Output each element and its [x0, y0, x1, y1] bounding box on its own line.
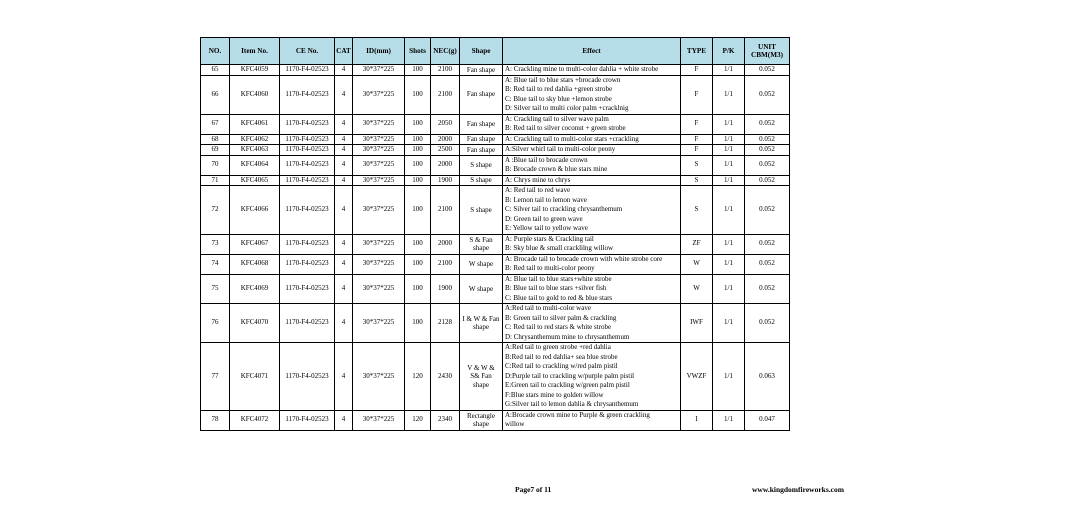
id-mm-cell: 30*37*225: [353, 234, 405, 254]
page-number: Page7 of 11: [515, 485, 552, 494]
shape-cell: [460, 155, 503, 175]
header-ce-no: CE No.: [280, 38, 335, 65]
ce-no-cell: 1170-F4-02523: [280, 304, 335, 343]
shape-line: W shape: [468, 259, 494, 268]
ce-no-cell: 1170-F4-02523: [280, 186, 335, 235]
nec-cell: 2000: [431, 234, 460, 254]
shots-cell: 100: [405, 274, 431, 304]
effect-cell: [503, 134, 681, 145]
id-mm-cell: 30*37*225: [353, 274, 405, 304]
row-no-cell: 76: [201, 304, 230, 343]
effect-line: B: Lemon tail to lemon wave: [505, 195, 587, 204]
ce-no-cell: 1170-F4-02523: [280, 155, 335, 175]
effect-cell: [503, 65, 681, 76]
cat-cell: 4: [335, 186, 353, 235]
pk-cell: 1/1: [713, 75, 745, 114]
unit-cbm-cell: 0.052: [745, 274, 790, 304]
item-no-cell: KFC4068: [230, 254, 280, 274]
effect-cell: [503, 75, 681, 114]
shots-cell: 120: [405, 343, 431, 411]
header-item-no: Item No.: [230, 38, 280, 65]
type-cell: I: [681, 410, 713, 430]
effect-line: G:Silver tail to lemon dahlia & chrysanthemum: [505, 400, 639, 408]
item-no-cell: KFC4059: [230, 65, 280, 76]
shape-line: Fan shape: [466, 145, 496, 154]
shape-cell: [460, 65, 503, 76]
id-mm-cell: 30*37*225: [353, 254, 405, 274]
unit-cbm-cell: 0.052: [745, 114, 790, 134]
effect-line: C: Red tail to red stars & white strobe: [505, 323, 612, 331]
header-no: NO.: [201, 38, 230, 65]
ce-no-cell: 1170-F4-02523: [280, 234, 335, 254]
table-row: [201, 134, 790, 145]
pk-cell: 1/1: [713, 234, 745, 254]
cat-cell: 4: [335, 254, 353, 274]
header-pk: P/K: [713, 38, 745, 65]
effect-line: B: Blue tail to blue stars +silver fish: [505, 284, 607, 292]
shape-line: V & W &: [467, 363, 495, 372]
shape-line: shape: [473, 420, 489, 428]
item-no-cell: KFC4067: [230, 234, 280, 254]
shape-cell: [460, 114, 503, 134]
ce-no-cell: 1170-F4-02523: [280, 145, 335, 156]
row-no-cell: 73: [201, 234, 230, 254]
table-row: [201, 410, 790, 430]
shots-cell: 100: [405, 145, 431, 156]
header-effect: Effect: [503, 38, 681, 65]
effect-cell: [503, 343, 681, 411]
cat-cell: 4: [335, 410, 353, 430]
id-mm-cell: 30*37*225: [353, 343, 405, 411]
effect-cell: [503, 175, 681, 186]
row-no-cell: 70: [201, 155, 230, 175]
shape-cell: [460, 274, 503, 304]
shape-cell: [460, 304, 503, 343]
item-no-cell: KFC4060: [230, 75, 280, 114]
type-cell: F: [681, 75, 713, 114]
row-no-cell: 68: [201, 134, 230, 145]
pk-cell: 1/1: [713, 186, 745, 235]
effect-line: A: Red tail to red wave: [505, 186, 571, 194]
nec-cell: 2340: [431, 410, 460, 430]
effect-line: A:Silver whirl tail to multi-color peony: [505, 145, 616, 153]
unit-cbm-cell: 0.052: [745, 234, 790, 254]
effect-line: C: Blue tail to gold to red & blue stars: [505, 293, 613, 302]
unit-cbm-cell: 0.052: [745, 75, 790, 114]
effect-line: willow: [505, 420, 525, 428]
ce-no-cell: 1170-F4-02523: [280, 410, 335, 430]
shape-line: shape: [473, 323, 489, 331]
pk-cell: 1/1: [713, 410, 745, 430]
id-mm-cell: 30*37*225: [353, 134, 405, 145]
pk-cell: 1/1: [713, 155, 745, 175]
shots-cell: 100: [405, 114, 431, 134]
shots-cell: 100: [405, 65, 431, 76]
type-cell: S: [681, 155, 713, 175]
header-id: ID(mm): [353, 38, 405, 65]
website-footer: www.kingdomfireworks.com: [752, 485, 844, 494]
effect-line: B: Green tail to silver palm & crackling: [505, 313, 617, 322]
effect-line: C: Silver tail to crackling chrysanthemum: [505, 205, 623, 213]
nec-cell: 2050: [431, 114, 460, 134]
nec-cell: 1900: [431, 274, 460, 304]
shots-cell: 100: [405, 186, 431, 235]
effect-cell: [503, 234, 681, 254]
effect-line: B:Red tail to red dahlia+ sea blue strobe: [505, 352, 618, 361]
shape-cell: [460, 343, 503, 411]
effect-line: A: Crackling tail to silver wave palm: [505, 114, 609, 123]
effect-cell: [503, 186, 681, 235]
effect-cell: [503, 304, 681, 343]
effect-line: E: Yellow tail to yellow wave: [505, 224, 588, 232]
effect-line: A:Brocade crown mine to Purple & green crackling: [505, 410, 650, 419]
cat-cell: 4: [335, 234, 353, 254]
cat-cell: 4: [335, 114, 353, 134]
shape-cell: [460, 410, 503, 430]
nec-cell: 2430: [431, 343, 460, 411]
pk-cell: 1/1: [713, 145, 745, 156]
table-header-row: [201, 38, 790, 65]
effect-line: D:Purple tail to crackling w/purple palm pistil: [505, 371, 635, 380]
effect-line: D: Silver tail to multi color palm +cracklnig: [505, 104, 629, 112]
shape-cell: [460, 145, 503, 156]
shape-cell: [460, 186, 503, 235]
effect-line: D: Green tail to green wave: [505, 214, 583, 223]
shots-cell: 100: [405, 75, 431, 114]
nec-cell: 2000: [431, 134, 460, 145]
shots-cell: 100: [405, 234, 431, 254]
cat-cell: 4: [335, 274, 353, 304]
table-row: [201, 155, 790, 175]
pk-cell: 1/1: [713, 175, 745, 186]
shape-cell: [460, 175, 503, 186]
row-no-cell: 78: [201, 410, 230, 430]
unit-cbm-cell: 0.063: [745, 343, 790, 411]
effect-line: C: Blue tail to sky blue +lemon strobe: [505, 94, 612, 103]
shape-line: shape: [473, 380, 489, 389]
type-cell: F: [681, 65, 713, 76]
effect-line: F:Blue stars mine to golden willow: [505, 390, 604, 399]
type-cell: W: [681, 254, 713, 274]
type-cell: F: [681, 134, 713, 145]
type-cell: F: [681, 145, 713, 156]
row-no-cell: 66: [201, 75, 230, 114]
unit-cbm-cell: 0.052: [745, 145, 790, 156]
type-cell: ZF: [681, 234, 713, 254]
table-row: [201, 114, 790, 134]
shape-line: S shape: [470, 176, 492, 184]
shape-cell: [460, 234, 503, 254]
id-mm-cell: 30*37*225: [353, 145, 405, 156]
row-no-cell: 75: [201, 274, 230, 304]
shape-line: Rectangle: [467, 411, 495, 420]
effect-cell: [503, 155, 681, 175]
table-body: [201, 65, 790, 431]
row-no-cell: 74: [201, 254, 230, 274]
id-mm-cell: 30*37*225: [353, 114, 405, 134]
id-mm-cell: 30*37*225: [353, 155, 405, 175]
shape-line: S& Fan: [470, 372, 492, 380]
shape-line: Fan shape: [466, 119, 496, 128]
nec-cell: 2100: [431, 254, 460, 274]
pk-cell: 1/1: [713, 65, 745, 76]
cat-cell: 4: [335, 175, 353, 186]
item-no-cell: KFC4064: [230, 155, 280, 175]
effect-line: B: Red tail to multi-color peony: [505, 264, 595, 272]
unit-cbm-cell: 0.052: [745, 134, 790, 145]
item-no-cell: KFC4063: [230, 145, 280, 156]
unit-cbm-cell: 0.052: [745, 175, 790, 186]
unit-cbm-cell: 0.052: [745, 155, 790, 175]
shots-cell: 100: [405, 254, 431, 274]
item-no-cell: KFC4062: [230, 134, 280, 145]
shots-cell: 100: [405, 304, 431, 343]
header-nec: NEC(g): [431, 38, 460, 65]
table-row: [201, 75, 790, 114]
ce-no-cell: 1170-F4-02523: [280, 175, 335, 186]
row-no-cell: 71: [201, 175, 230, 186]
shape-line: S & Fan: [469, 235, 493, 244]
ce-no-cell: 1170-F4-02523: [280, 274, 335, 304]
unit-cbm-cell: 0.047: [745, 410, 790, 430]
effect-line: A :Blue tail to brocade crown: [505, 155, 588, 164]
row-no-cell: 72: [201, 186, 230, 235]
shape-line: W shape: [468, 284, 494, 293]
effect-line: C:Red tail to crackling w/red palm pistil: [505, 362, 618, 370]
row-no-cell: 67: [201, 114, 230, 134]
row-no-cell: 65: [201, 65, 230, 76]
ce-no-cell: 1170-F4-02523: [280, 114, 335, 134]
id-mm-cell: 30*37*225: [353, 186, 405, 235]
header-unit-cbm: UNIT CBM(M3): [745, 38, 790, 65]
id-mm-cell: 30*37*225: [353, 304, 405, 343]
type-cell: S: [681, 175, 713, 186]
item-no-cell: KFC4065: [230, 175, 280, 186]
effect-line: A: Brocade tail to brocade crown with white strobe core: [505, 254, 663, 263]
effect-line: B: Sky blue & small cracklilng willow: [505, 244, 614, 252]
effect-line: A: Crackling mine to multi-color dahlia + white strobe: [505, 65, 659, 73]
table-row: [201, 274, 790, 304]
shape-line: I & W & Fan: [462, 314, 500, 323]
id-mm-cell: 30*37*225: [353, 65, 405, 76]
effect-line: A: Crackling tail to multi-color stars +crackling: [505, 134, 639, 143]
cat-cell: 4: [335, 155, 353, 175]
nec-cell: 2100: [431, 65, 460, 76]
id-mm-cell: 30*37*225: [353, 75, 405, 114]
effect-line: A: Chrys mine to chrys: [505, 175, 571, 184]
type-cell: S: [681, 186, 713, 235]
effect-line: A: Blue tail to blue stars+white strobe: [505, 274, 612, 283]
type-cell: IWF: [681, 304, 713, 343]
header-type: TYPE: [681, 38, 713, 65]
product-table: [200, 37, 790, 431]
table-row: [201, 145, 790, 156]
pk-cell: 1/1: [713, 254, 745, 274]
table-row: [201, 234, 790, 254]
header-shots: Shots: [405, 38, 431, 65]
shots-cell: 120: [405, 410, 431, 430]
table-row: [201, 175, 790, 186]
effect-line: B: Red tail to silver coconut + green strobe: [505, 124, 626, 132]
ce-no-cell: 1170-F4-02523: [280, 65, 335, 76]
pk-cell: 1/1: [713, 114, 745, 134]
cat-cell: 4: [335, 134, 353, 145]
effect-line: A: Blue tail to blue stars +brocade crown: [505, 75, 621, 84]
effect-cell: [503, 274, 681, 304]
pk-cell: 1/1: [713, 134, 745, 145]
id-mm-cell: 30*37*225: [353, 175, 405, 186]
item-no-cell: KFC4072: [230, 410, 280, 430]
effect-line: E:Green tail to crackling w/green palm pistil: [505, 381, 630, 389]
type-cell: VWZF: [681, 343, 713, 411]
row-no-cell: 77: [201, 343, 230, 411]
shape-cell: [460, 254, 503, 274]
type-cell: F: [681, 114, 713, 134]
item-no-cell: KFC4070: [230, 304, 280, 343]
shape-line: Fan shape: [466, 65, 496, 74]
pk-cell: 1/1: [713, 343, 745, 411]
unit-cbm-cell: 0.052: [745, 304, 790, 343]
cat-cell: 4: [335, 343, 353, 411]
nec-cell: 2100: [431, 75, 460, 114]
shape-cell: [460, 75, 503, 114]
table-row: [201, 304, 790, 343]
cat-cell: 4: [335, 65, 353, 76]
effect-line: B: Red tail to red dahlia +green strobe: [505, 85, 613, 93]
nec-cell: 2128: [431, 304, 460, 343]
ce-no-cell: 1170-F4-02523: [280, 134, 335, 145]
effect-line: A:Red tail to green strobe +red dahlia: [505, 343, 611, 351]
item-no-cell: KFC4071: [230, 343, 280, 411]
effect-cell: [503, 145, 681, 156]
row-no-cell: 69: [201, 145, 230, 156]
id-mm-cell: 30*37*225: [353, 410, 405, 430]
shots-cell: 100: [405, 175, 431, 186]
unit-cbm-cell: 0.052: [745, 186, 790, 235]
shape-line: shape: [473, 244, 489, 252]
ce-no-cell: 1170-F4-02523: [280, 343, 335, 411]
table-row: [201, 343, 790, 411]
pk-cell: 1/1: [713, 304, 745, 343]
ce-no-cell: 1170-F4-02523: [280, 75, 335, 114]
effect-cell: [503, 114, 681, 134]
type-cell: W: [681, 274, 713, 304]
nec-cell: 2500: [431, 145, 460, 156]
shape-line: Fan shape: [466, 90, 496, 99]
cat-cell: 4: [335, 145, 353, 156]
table-row: [201, 254, 790, 274]
shots-cell: 100: [405, 155, 431, 175]
unit-cbm-cell: 0.052: [745, 254, 790, 274]
ce-no-cell: 1170-F4-02523: [280, 254, 335, 274]
unit-cbm-cell: 0.052: [745, 65, 790, 76]
header-shape: Shape: [460, 38, 503, 65]
shape-line: Fan shape: [466, 135, 496, 143]
item-no-cell: KFC4061: [230, 114, 280, 134]
cat-cell: 4: [335, 75, 353, 114]
shape-line: S shape: [470, 160, 492, 169]
cat-cell: 4: [335, 304, 353, 343]
nec-cell: 1900: [431, 175, 460, 186]
effect-line: B: Brocade crown & blue stars mine: [505, 165, 608, 173]
effect-line: A: Purple stars & Crackling tail: [505, 234, 594, 243]
header-cat: CAT: [335, 38, 353, 65]
nec-cell: 2000: [431, 155, 460, 175]
pk-cell: 1/1: [713, 274, 745, 304]
effect-line: A:Red tail to multi-color wave: [505, 304, 591, 312]
effect-line: D: Chrysanthemum mine to chrysanthemum: [505, 332, 630, 341]
nec-cell: 2100: [431, 186, 460, 235]
table-row: [201, 186, 790, 235]
effect-cell: [503, 410, 681, 430]
table-row: [201, 65, 790, 76]
shape-cell: [460, 134, 503, 145]
shape-line: S shape: [470, 205, 492, 214]
item-no-cell: KFC4066: [230, 186, 280, 235]
shots-cell: 100: [405, 134, 431, 145]
item-no-cell: KFC4069: [230, 274, 280, 304]
effect-cell: [503, 254, 681, 274]
